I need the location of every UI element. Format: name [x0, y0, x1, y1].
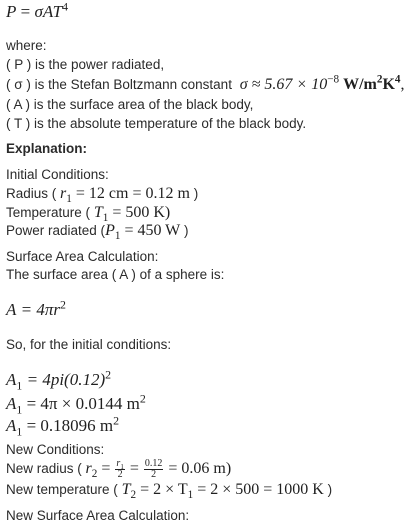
sigma-unit-exp1: 2	[376, 73, 383, 86]
radius-var: r	[60, 185, 67, 202]
initial-temperature	[6, 204, 171, 225]
frac2-num: 0.12	[144, 458, 163, 469]
calc2-rhs: = 4π × 0.0144 m	[26, 394, 140, 413]
calc1-var: A	[6, 370, 17, 389]
radius-sub: 1	[66, 193, 72, 206]
surface-formula	[6, 297, 66, 320]
radius-value: = 12 cm = 0.12 m	[75, 185, 190, 202]
calc-line-1	[6, 367, 112, 393]
formula-eq: =	[20, 2, 31, 21]
t2-result: = 2 × 500 = 1000 K	[197, 481, 324, 498]
new-radius-math	[85, 458, 232, 481]
formula-a: A	[42, 2, 53, 21]
calc3-exp: 2	[113, 413, 120, 428]
calc1-sub: 1	[16, 378, 23, 393]
r2-result: = 0.06 m)	[168, 460, 232, 478]
new-temperature-line	[6, 481, 333, 502]
temp-var: T	[93, 204, 103, 221]
initial-heading: Initial Conditions:	[6, 167, 109, 182]
sigma-unit: W/m	[343, 76, 377, 93]
power-sub: 1	[114, 230, 121, 243]
calc3-sub: 1	[16, 424, 23, 439]
initial-conditions-line: So, for the initial conditions:	[6, 337, 172, 352]
where-t-line: ( T ) is the absolute temperature of the black body.	[6, 116, 307, 131]
t2-sub2: 1	[187, 489, 194, 502]
sigma-unit-exp2: 4	[394, 73, 401, 86]
r2-sub: 2	[91, 468, 98, 481]
formula-exp: 4	[62, 0, 69, 14]
r2-var: r	[85, 460, 92, 478]
formula-p: P	[6, 2, 17, 21]
new-surface-heading: New Surface Area Calculation:	[6, 508, 190, 523]
sigma-approx: σ ≈ 5.67 × 10	[239, 76, 328, 93]
frac2-den: 2	[151, 469, 157, 480]
temp-math	[93, 204, 171, 225]
initial-power	[6, 222, 189, 243]
radius-label: Radius (	[6, 186, 57, 201]
new-radius-label: New radius (	[6, 461, 82, 477]
r2-eq2: =	[129, 460, 139, 478]
formula-t: T	[52, 2, 63, 21]
surface-exp: 2	[60, 297, 66, 312]
calc2-sub: 1	[16, 402, 23, 417]
sigma-text: ( σ ) is the Stefan Boltzmann constant	[6, 77, 232, 92]
formula-sigma: σ	[34, 2, 43, 21]
frac-012-over-2	[144, 459, 164, 480]
where-heading: where:	[6, 38, 47, 53]
new-temp-close: )	[327, 482, 333, 497]
sigma-value	[239, 73, 405, 93]
calc3-var: A	[6, 416, 17, 435]
sigma-unit-k: K	[382, 76, 395, 93]
new-temp-label: New temperature (	[6, 482, 118, 497]
where-p-line: ( P ) is the power radiated,	[6, 57, 165, 72]
calc3-rhs: = 0.18096 m	[26, 416, 114, 435]
calc-line-2	[6, 391, 146, 417]
radius-math	[60, 185, 190, 206]
surface-sphere-line: The surface area ( A ) of a sphere is:	[6, 267, 225, 282]
new-conditions-heading: New Conditions:	[6, 442, 105, 457]
temp-sub: 1	[102, 212, 109, 225]
temp-label: Temperature (	[6, 205, 91, 220]
temp-value: = 500 K)	[112, 204, 171, 221]
t2-var: T	[121, 481, 131, 498]
calc-line-3	[6, 413, 120, 439]
calc2-var: A	[6, 394, 17, 413]
frac1-den: 2	[117, 469, 123, 480]
calc1-rhs: = 4pi(0.12)	[26, 370, 106, 389]
surface-lhs: A	[6, 300, 17, 319]
r2-eq1: =	[101, 460, 111, 478]
power-var: P	[105, 222, 115, 239]
calc2-exp: 2	[139, 391, 146, 406]
power-value: = 450 W	[124, 222, 181, 239]
t2-value: = 2 × T	[140, 481, 188, 498]
calc1-exp: 2	[105, 367, 112, 382]
power-math	[105, 222, 181, 243]
power-label: Power radiated (	[6, 223, 106, 238]
initial-radius	[6, 185, 199, 206]
power-close: )	[184, 223, 189, 238]
where-sigma-line	[6, 73, 405, 93]
surface-rhs: = 4πr	[20, 300, 60, 319]
new-radius-line	[6, 459, 231, 480]
sigma-tail: ,	[400, 76, 405, 93]
sigma-exp: −8	[327, 73, 340, 86]
frac1-num-var: r	[116, 458, 121, 469]
explanation-heading: Explanation:	[6, 141, 88, 156]
t2-sub: 2	[130, 489, 137, 502]
new-temp-math	[121, 481, 324, 502]
main-formula	[6, 2, 68, 22]
radius-close: )	[193, 186, 199, 201]
frac1-num-sub: 1	[120, 463, 124, 471]
frac-r1-over-2	[115, 459, 124, 480]
where-a-line: ( A ) is the surface area of the black body,	[6, 97, 254, 112]
surface-heading: Surface Area Calculation:	[6, 249, 159, 264]
